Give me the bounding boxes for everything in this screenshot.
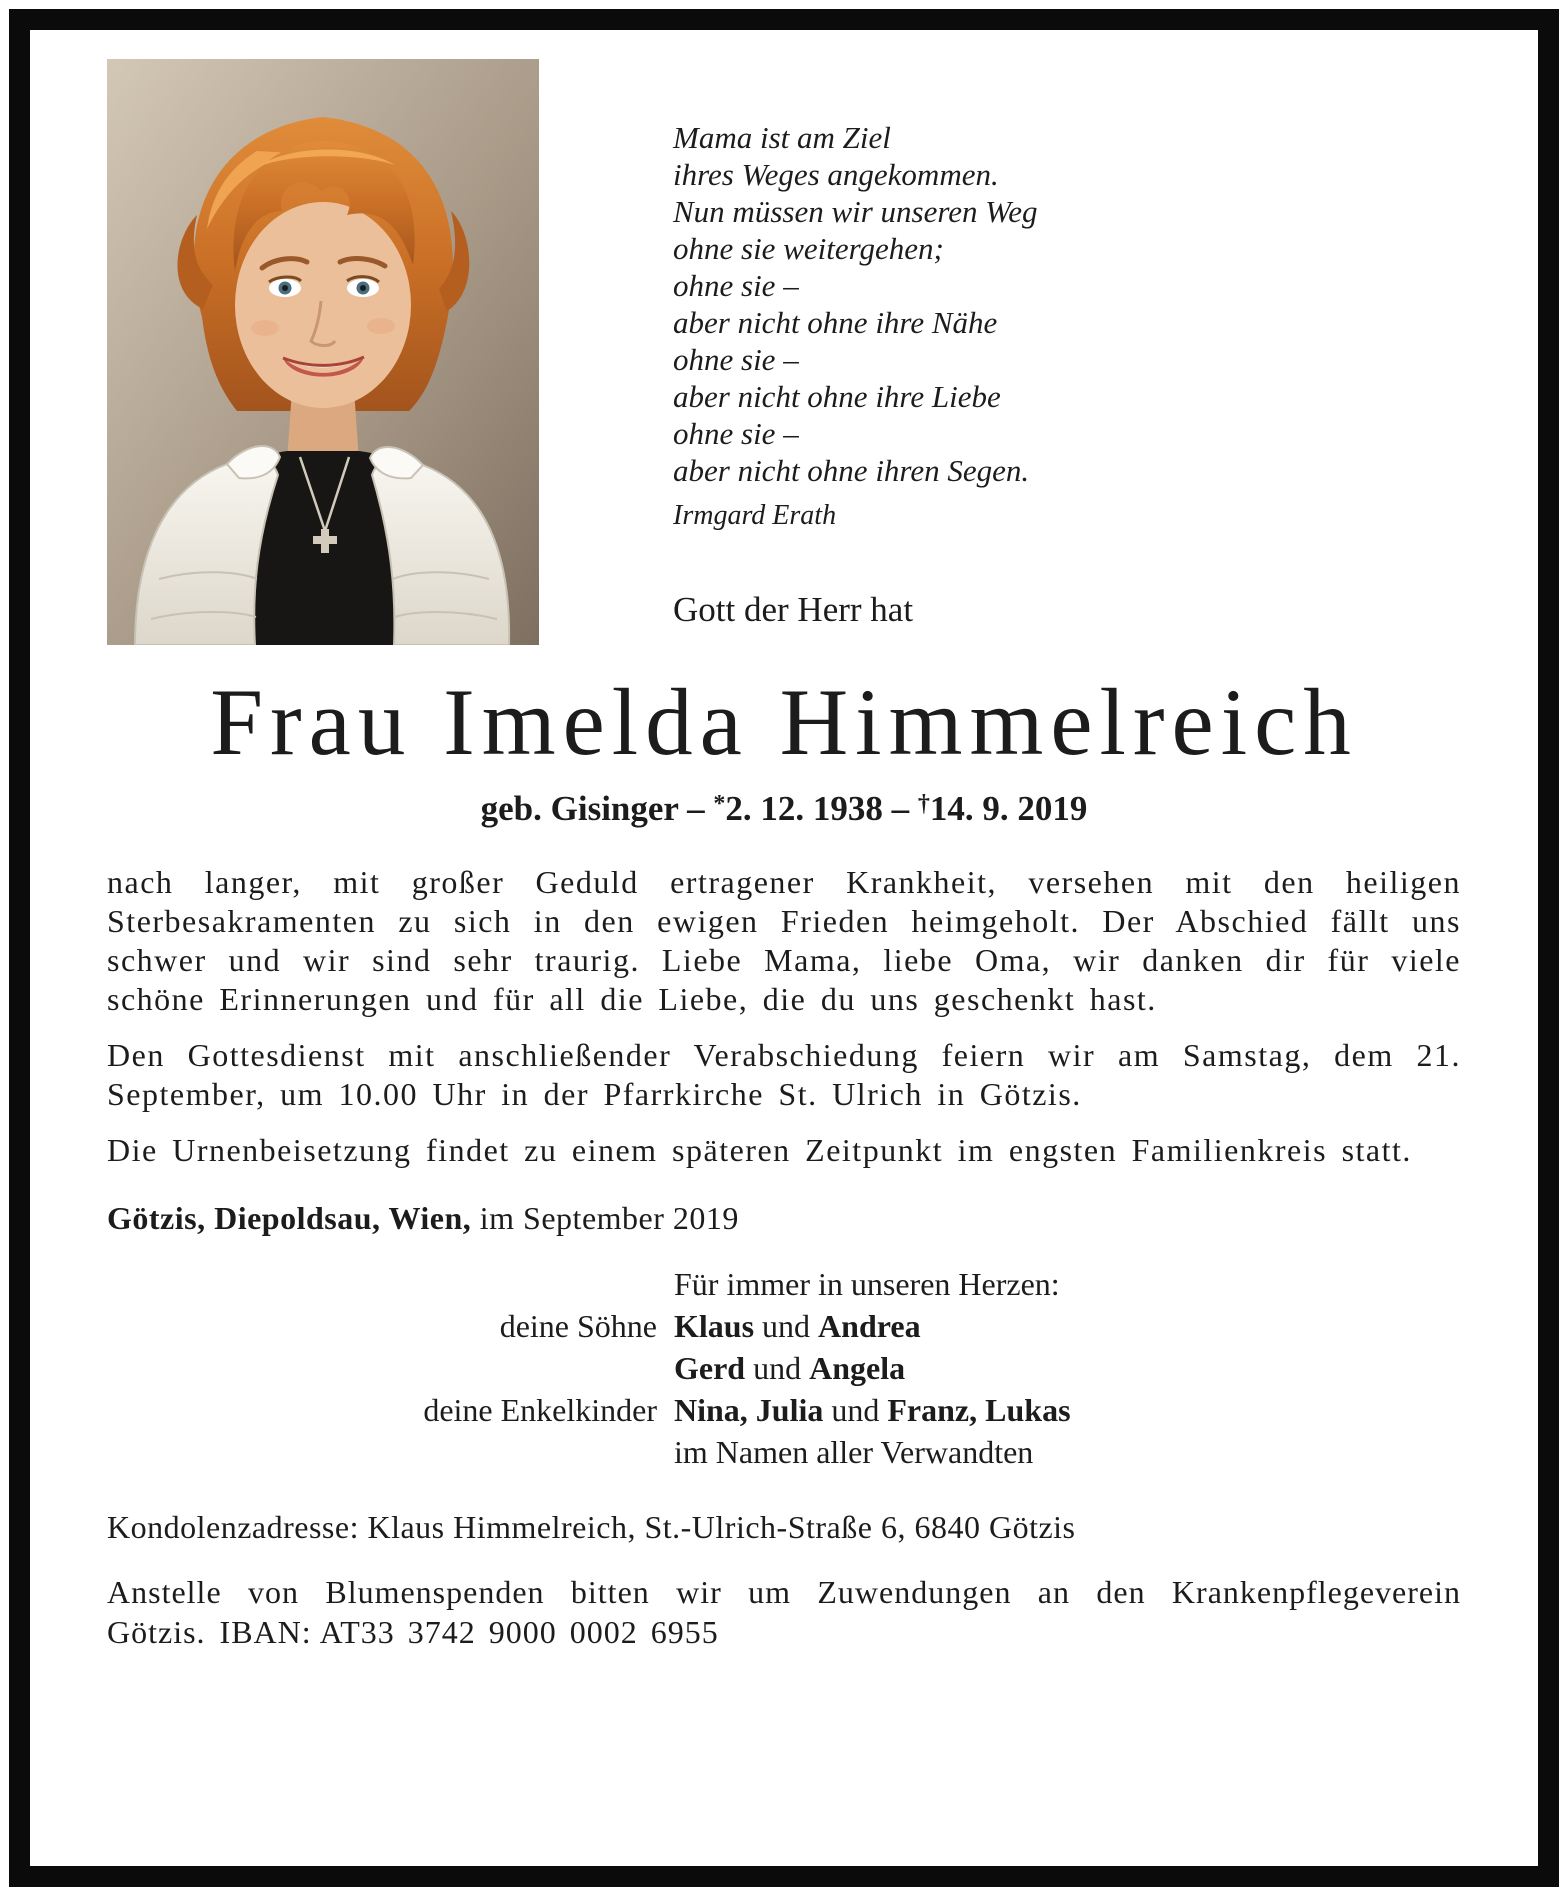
dash-separator: – (891, 789, 910, 828)
conjunction: und (753, 1350, 802, 1386)
born-symbol: * (713, 791, 726, 817)
cheek-right (367, 318, 395, 334)
iban-number: AT33 3742 9000 0002 6955 (319, 1614, 719, 1650)
face (235, 202, 411, 408)
family-name: Angela (809, 1350, 906, 1386)
family-footer: im Namen aller Verwandten (674, 1434, 1034, 1470)
family-label (107, 1431, 657, 1473)
portrait-illustration (107, 59, 539, 645)
cheek-left (251, 320, 279, 336)
deceased-name: Frau Imelda Himmelreich (210, 669, 1358, 775)
family-row-grandchildren (107, 1389, 1461, 1431)
announcement-paragraph: nach langer, mit großer Geduld ertragener Krankheit, versehen mit den heiligen Sterbesakramenten zu sich in den ewigen Frieden heimgeholt. Der Abschied fällt uns schwer und wir sind sehr traurig. Liebe Mama, liebe Oma, wir danken dir für viele schöne Erinnerungen und für all die Liebe, die du uns geschenkt hast. (107, 864, 1461, 1017)
poem-line: aber nicht ohne ihre Nähe (673, 305, 998, 340)
iban-label: IBAN: (219, 1614, 312, 1650)
family-label: deine Enkelkinder (423, 1392, 657, 1428)
dateline-places: Götzis, Diepoldsau, Wien, (107, 1200, 472, 1236)
dash-separator: – (687, 789, 705, 828)
family-label (107, 1347, 657, 1389)
poem-column (673, 59, 1038, 645)
died-symbol: † (917, 791, 930, 817)
top-section (107, 59, 1461, 645)
donation-text: Anstelle von Blumenspenden bitten wir um Zuwendungen an den Krankenpflegeverein Götzis. (107, 1574, 1461, 1650)
family-name: Klaus (674, 1308, 755, 1344)
family-heading-row (107, 1263, 1461, 1305)
portrait-photo (107, 59, 539, 645)
family-block (107, 1263, 1461, 1473)
family-heading: Für immer in unseren Herzen: (674, 1266, 1060, 1302)
family-row-sons-2 (107, 1347, 1461, 1389)
birth-date: 2. 12. 1938 (725, 789, 883, 828)
death-date: 14. 9. 2019 (929, 789, 1088, 828)
poem (673, 119, 1038, 534)
poem-line: ohne sie – (673, 416, 799, 451)
page-frame (9, 9, 1559, 1887)
poem-line: Nun müssen wir unseren Weg (673, 194, 1038, 229)
family-names (674, 1305, 921, 1347)
poem-line: aber nicht ohne ihre Liebe (673, 379, 1001, 414)
poem-line: aber nicht ohne ihren Segen. (673, 453, 1030, 488)
poem-author: Irmgard Erath (673, 500, 837, 531)
life-dates-line (107, 789, 1461, 829)
poem-line: Mama ist am Ziel (673, 120, 891, 155)
family-footer-row (107, 1431, 1461, 1473)
family-name: Gerd (674, 1350, 746, 1386)
poem-line: ohne sie weitergehen; (673, 231, 944, 266)
family-name: Nina, Julia (674, 1392, 824, 1428)
family-label: deine Söhne (499, 1308, 657, 1344)
family-name: Andrea (818, 1308, 921, 1344)
condolence-address: Kondolenzadresse: Klaus Himmelreich, St.-Ulrich-Straße 6, 6840 Götzis (107, 1509, 1076, 1545)
dateline (107, 1200, 1461, 1237)
family-names (674, 1347, 905, 1389)
poem-line: ohne sie – (673, 342, 799, 377)
donation-note (107, 1572, 1461, 1652)
conjunction: und (762, 1308, 811, 1344)
maiden-name: geb. Gisinger (480, 789, 679, 828)
announcement-text (107, 863, 1461, 1170)
burial-paragraph: Die Urnenbeisetzung findet zu einem späteren Zeitpunkt im engsten Familienkreis statt. (107, 1132, 1412, 1168)
intro-line: Gott der Herr hat (673, 590, 914, 629)
family-row-sons (107, 1305, 1461, 1347)
dateline-date: im September 2019 (479, 1200, 739, 1236)
service-paragraph: Den Gottesdienst mit anschließender Verabschiedung feiern wir am Samstag, dem 21. September, um 10.00 Uhr in der Pfarrkirche St. Ulrich in Götzis. (107, 1037, 1461, 1112)
family-names (674, 1389, 1071, 1431)
family-label (107, 1263, 657, 1305)
conjunction: und (831, 1392, 880, 1428)
poem-line: ohne sie – (673, 268, 799, 303)
family-name: Franz, Lukas (887, 1392, 1071, 1428)
poem-line: ihres Weges angekommen. (673, 157, 999, 192)
